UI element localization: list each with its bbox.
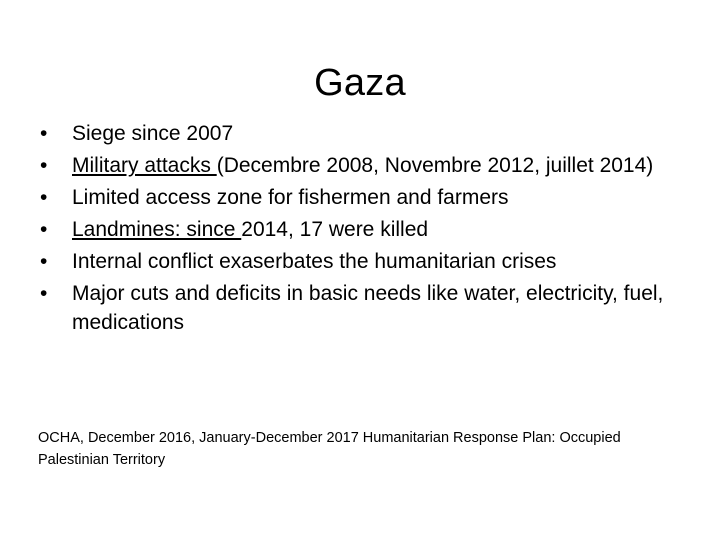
bullet-marker-icon: • bbox=[40, 249, 48, 273]
bullet-marker-icon: • bbox=[40, 185, 48, 209]
bullet-marker-icon: • bbox=[40, 122, 48, 145]
list-item-text-underlined: Landmines: since bbox=[72, 217, 242, 241]
list-item-text bbox=[72, 216, 680, 245]
list-item-text-underlined: Military attacks bbox=[72, 153, 217, 177]
list-item-limited-access-zone bbox=[34, 184, 680, 213]
list-item-text bbox=[72, 120, 680, 149]
list-item-internal-conflict bbox=[34, 248, 680, 277]
page-title: Gaza bbox=[314, 62, 406, 105]
source-citation: OCHA, December 2016, January-December 2017 Humanitarian Response Plan: Occupied Palestinian Territory bbox=[38, 430, 621, 469]
bullet-marker-icon: • bbox=[40, 281, 48, 305]
list-item-military-attacks bbox=[34, 152, 680, 181]
list-item-text bbox=[72, 280, 680, 338]
list-item-siege bbox=[34, 120, 680, 149]
list-item-text bbox=[72, 248, 680, 277]
list-item-text-plain: (Decembre 2008, Novembre 2012, juillet 2014) bbox=[216, 153, 654, 177]
list-item-major-cuts bbox=[34, 280, 680, 338]
list-item-text-plain: Limited access zone for fishermen and farmers bbox=[72, 185, 509, 209]
list-item-text-plain: Siege since 2007 bbox=[72, 122, 234, 145]
list-item-landmines bbox=[34, 216, 680, 245]
list-item-text-plain: Major cuts and deficits in basic needs like water, electricity, fuel, medications bbox=[72, 281, 664, 334]
list-item-text bbox=[72, 184, 680, 213]
list-item-text-plain: Internal conflict exaserbates the humanitarian crises bbox=[72, 249, 557, 273]
bullet-marker-icon: • bbox=[40, 217, 48, 241]
list-item-text bbox=[72, 152, 680, 181]
bullet-marker-icon: • bbox=[40, 153, 48, 177]
list-item-text-plain: 2014, 17 were killed bbox=[241, 217, 429, 241]
bullet-list bbox=[34, 120, 680, 341]
